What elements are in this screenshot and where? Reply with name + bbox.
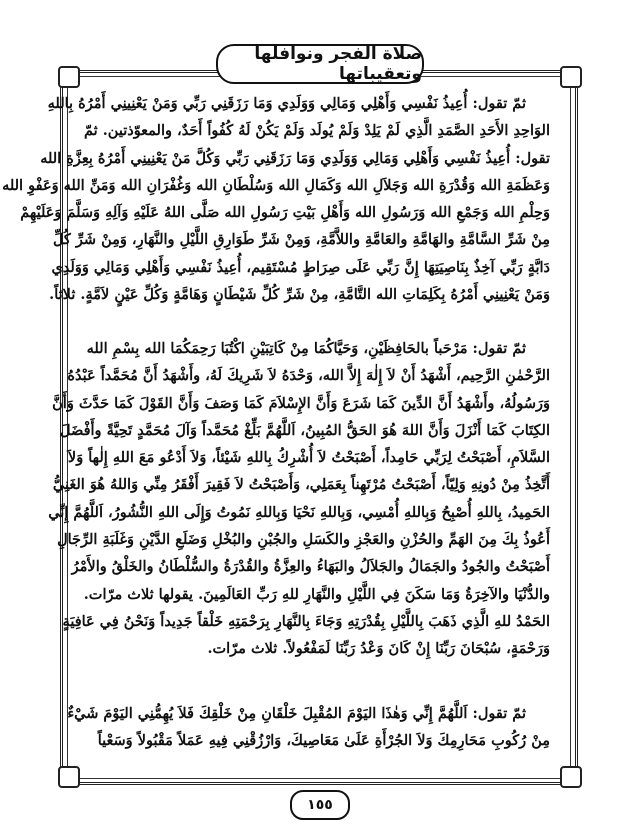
ornament-corner: [58, 766, 80, 788]
text-line: السَّلاَمِ، أَصْبَحْتُ لِرَبِّي حَامِداً، أَصْبَحْتُ لاَ أُشْرِكُ بِاللهِ شَيْئاً، وَلاَ أَدْعُو مَعَ اللهِ إِلٰهاً وَلاَ: [67, 449, 550, 467]
paragraph-1: [2, 90, 550, 308]
text-line: تقول: أُعِيذُ نَفْسِي وَأَهْلِي وَمَالِي وَوَلَدِي وَمَا رَزَقَنِي رَبِّي وَكُلَّ مَنْ يَعْنِينِي أَمْرُهُ بِعِزَّةِ الله: [40, 149, 550, 167]
text-line: الرَّحْمٰنِ الرَّحِيم، أَشْهَدُ أَنْ لاَ إِلٰهَ إِلاَّ الله، وَحْدَهُ لاَ شَرِيكَ لَهُ، وأَشْهَدُ أَنَّ مُحَمَّداً عَبْدُهُ: [67, 367, 550, 385]
text-line: وَرَحْمَةٍ، سُبْحَانَ رَبِّنَا إِنْ كَانَ وَعْدُ رَبِّنَا لَمَفْعُولاً. ثلاث مرّات.: [207, 640, 550, 658]
paragraph-3: [67, 700, 550, 755]
paragraph-2: [48, 335, 550, 663]
text-line: مِنْ شَرِّ السَّامَّةِ والهَامَّةِ والعَامَّةِ واللاَّمَّةِ، وَمِنْ شَرِّ طَوَارِقِ اللَّيْلِ والنَّهَارِ، وَمِنْ شَرِّ كُلِّ: [52, 231, 550, 249]
text-line: مِنْ رُكُوبِ مَحَارِمِكَ وَلاَ الجُرْأَةِ عَلَىٰ مَعَاصِيكَ، وَارْزُقْنِي فِيهِ عَمَلاً مَقْبُولاً وَسَعْياً: [97, 732, 550, 750]
text-line: وَحِلْمِ الله وَجَمْعِ الله وَرَسُولِ الله وَأَهْلِ بَيْتِ رَسُولِ الله صَلَّى اللهُ عَلَيْهِ وَآلِهِ وَسَلَّمَ وَعَلَيْهِمْ: [20, 204, 550, 222]
text-line: وَرَسُولُهُ، وأَشْهَدُ أَنَّ الدِّينَ كَمَا شَرَعَ وَأَنَّ الإِسْلاَمَ كَمَا وَصَفَ وَأَنَّ القَوْلَ كَمَا حَدَّثَ وَأَنَّ: [52, 394, 550, 412]
text-line: الوَاحِدِ الأَحَدِ الصَّمَدِ الَّذِي لَمْ يَلِدْ وَلَمْ يُولَد وَلَمْ يَكُنْ لَهُ كُفُواً أَحَدٌ، والمعوّذتين. ثمّ: [84, 122, 550, 140]
text-line: أَعُوذُ بِكَ مِنَ الهَمِّ والحُزْنِ والعَجْزِ والكَسَلِ والجُبْنِ والبُخْلِ وَضَلَعِ الدَّيْنِ وَغَلَبَةِ الرِّجَالِ: [57, 531, 550, 549]
text-line: والدُّنْيَا والآخِرَةُ وَمَا سَكَنَ فِي اللَّيْلِ والنَّهَارِ للهِ رَبِّ العَالَمِينَ. يقولها ثلاث مرّات.: [83, 585, 550, 603]
text-line: وَعَظَمَةِ الله وَقُدْرَةِ الله وَجَلاَلِ الله وَكَمَالِ الله وَسُلْطَانِ الله وَغُفْرَانِ الله وَمَنِّ الله وَعَفْوِ الله: [2, 176, 550, 194]
text-line: أَصْبَحْتُ والجُودُ والجَمَالُ والجَلاَلُ والبَهَاءُ والعِزَّةُ والقُدْرَةُ والسُّلْطَانُ والخَلْقُ والأَمْرُ: [71, 558, 550, 576]
text-line: أَتَّخِذُ مِنْ دُونِهِ وَلِيّاً، أَصْبَحْتُ مُرْتَهِناً بِعَمَلِي، وَأَصْبَحْتُ لاَ فَقِيرَ أَفْقَرُ مِنِّي وَاللهُ هُوَ الغَنِيُّ: [52, 476, 550, 494]
text-line: دَابَّةٍ رَبِّي آخِذٌ بِنَاصِيَتِهَا إِنَّ رَبِّي عَلَى صِرَاطٍ مُسْتَقِيم، أُعِيذُ نَفْسِي وَأَهْلِي وَمَالِي وَوَلَدِي: [51, 258, 550, 276]
page-number: ١٥٥: [290, 790, 350, 820]
text-line: ثمّ تقول: مَرْحَباً بالحَافِظَيْنِ، وَحَيَّاكُمَا مِنْ كَاتِبَيْنِ اكْتُبَا رَحِمَكُمَا الله بِسْمِ الله: [86, 340, 526, 357]
text-line: الكِتَابَ كَمَا أَنْزَلَ وَأَنَّ اللهَ هُوَ الحَقُّ المُبِينُ، اَللَّهُمَّ بَلِّغْ مُحَمَّداً وَآلَ مُحَمَّدٍ تَحِيَّةً وأَفْضَلَ: [60, 421, 550, 439]
text-line: الحَمِيدُ، بِاللهِ أُصْبِحُ وَبِاللهِ أُمْسِي، وَبِاللهِ نَحْيَا وَبِاللهِ نَمُوتُ وَإِلَى اللهِ النُّشُورُ، اَللَّهُمَّ إِنِّي: [48, 503, 550, 521]
ornament-corner: [58, 66, 80, 88]
text-line: ثمّ تقول: أُعِيذُ نَفْسِي وَأَهْلِي وَمَالِي وَوَلَدِي وَمَا رَزَقَنِي رَبِّي وَمَنْ يَعْنِينِي أَمْرُهُ بِاللهِ: [47, 95, 526, 112]
text-line: الحَمْدُ للهِ الَّذِي ذَهَبَ بِاللَّيْلِ بِقُدْرَتِهِ وَجَاءَ بِالنَّهَارِ بِرَحْمَتِهِ خَلْقاً جَدِيداً وَنَحْنُ فِي عَافِيَةٍ: [62, 612, 550, 630]
chapter-title: صلاة الفجر ونوافلها وتعقيباتها: [216, 44, 424, 84]
ornament-corner: [560, 766, 582, 788]
text-line: ثمّ تقول: اَللَّهُمَّ إِنِّي وَهٰذَا اليَوْمَ المُقْبِلَ خَلْقَانِ مِنْ خَلْقِكَ فَلاَ يُهِمُّنِي اليَوْمَ شَيْءٌ: [67, 705, 526, 722]
ornament-corner: [560, 66, 582, 88]
text-line: وَمَنْ يَعْنِينِي أَمْرُهُ بِكَلِمَاتِ الله التَّامَّةِ، مِنْ شَرِّ كُلِّ شَيْطَانٍ وَهَامَّةٍ وَكُلِّ عَيْنٍ لاَمَّةٍ. ثلاثاً.: [49, 286, 550, 304]
